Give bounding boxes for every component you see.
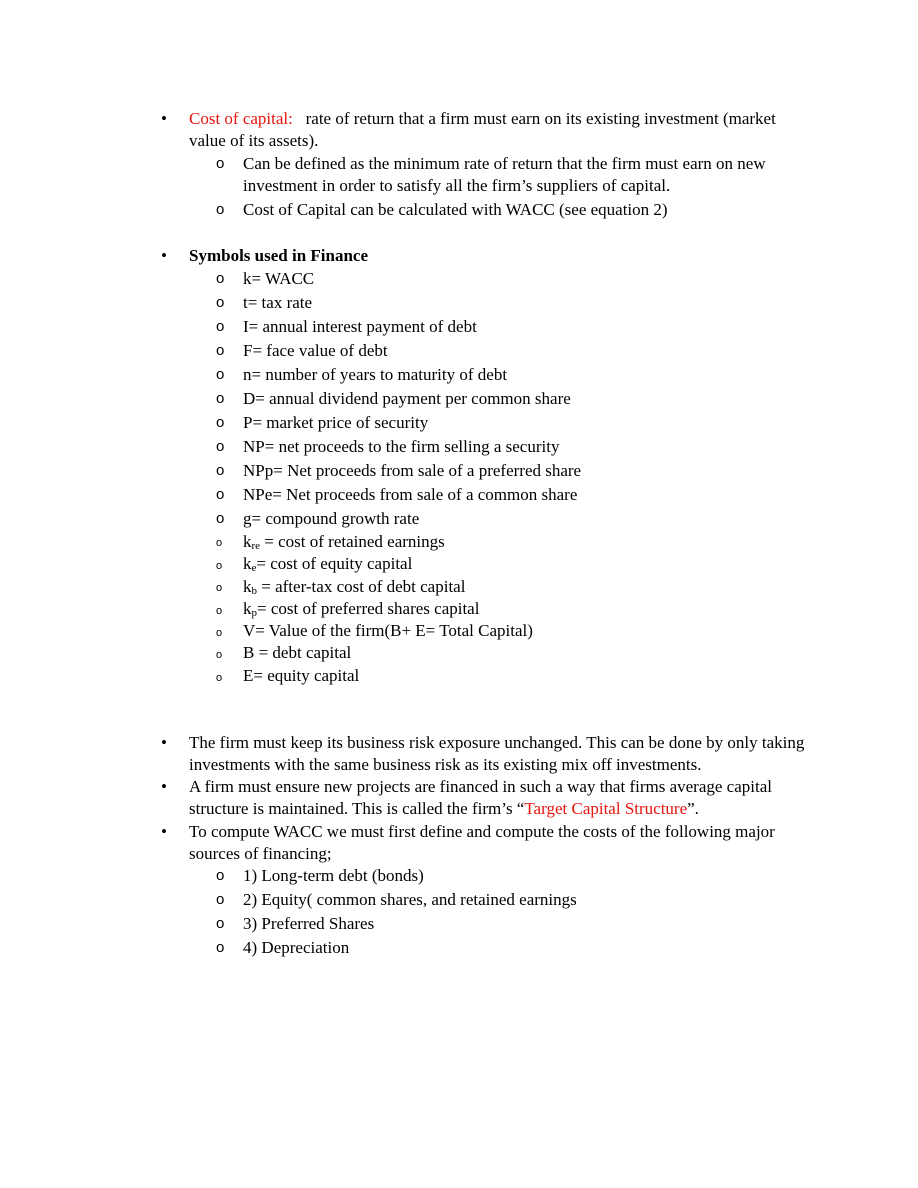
bullet-marker: • [161, 822, 167, 841]
financing-source-item: 1) Long-term debt (bonds) [243, 866, 424, 885]
symbol-base: k [243, 554, 252, 573]
symbol-item: NP= net proceeds to the firm selling a security [243, 437, 560, 456]
sub-item: Can be defined as the minimum rate of return that the firm must earn on new investment in order to satisfy all the firm’s suppliers of capital. [243, 154, 766, 195]
sub-bullet-marker: o [216, 155, 225, 172]
sub-bullet-marker: o [216, 294, 225, 311]
symbol-item: E= equity capital [243, 666, 360, 685]
symbol-item: NPp= Net proceeds from sale of a preferred share [243, 461, 582, 480]
risk-exposure-item: The firm must keep its business risk exposure unchanged. This can be done by only taking investments with the same business risk as its existing mix off investments. [189, 733, 805, 774]
sub-bullet-marker: o [216, 201, 225, 218]
compute-wacc-item: To compute WACC we must first define and compute the costs of the following major sources of financing; [189, 822, 775, 863]
symbol-item [243, 553, 813, 575]
sub-bullet-marker: o [216, 462, 225, 479]
sub-bullet-marker: o [216, 672, 223, 684]
symbol-item: P= market price of security [243, 413, 429, 432]
sub-bullet-marker: o [216, 582, 223, 594]
sub-bullet-marker: o [216, 510, 225, 527]
sub-bullet-marker: o [216, 366, 225, 383]
sub-bullet-marker: o [216, 649, 223, 661]
symbol-subscript: e [251, 562, 257, 574]
symbol-base: k [243, 577, 252, 596]
symbol-item: I= annual interest payment of debt [243, 317, 477, 336]
symbol-item: B = debt capital [243, 643, 352, 662]
sub-bullet-marker: o [216, 486, 225, 503]
sub-bullet-marker: o [216, 867, 225, 884]
symbol-item [243, 531, 813, 553]
symbol-item: D= annual dividend payment per common share [243, 389, 571, 408]
cost-of-capital-item [189, 108, 814, 152]
symbol-meaning: = after-tax cost of debt capital [257, 577, 466, 596]
bullet-marker: • [161, 109, 167, 128]
sub-bullet-marker: o [216, 438, 225, 455]
bullet-marker: • [161, 246, 167, 265]
target-capital-structure-item [189, 776, 814, 820]
sub-bullet-marker: o [216, 342, 225, 359]
target-capital-structure-term: Target Capital Structure [524, 799, 688, 818]
symbol-base: k [243, 532, 252, 551]
cost-of-capital-term: Cost of capital: [189, 109, 293, 128]
sub-bullet-marker: o [216, 915, 225, 932]
financing-source-item: 3) Preferred Shares [243, 914, 375, 933]
symbol-item [243, 598, 813, 620]
sub-bullet-marker: o [216, 605, 223, 617]
symbol-item: NPe= Net proceeds from sale of a common share [243, 485, 578, 504]
symbol-subscript: b [251, 585, 257, 597]
symbols-heading: Symbols used in Finance [189, 246, 369, 265]
financing-source-item: 4) Depreciation [243, 938, 350, 957]
symbol-meaning: = cost of equity capital [256, 554, 413, 573]
sub-bullet-marker: o [216, 627, 223, 639]
financing-source-item: 2) Equity( common shares, and retained earnings [243, 890, 577, 909]
sub-item: Cost of Capital can be calculated with WACC (see equation 2) [243, 200, 668, 219]
bullet-marker: • [161, 733, 167, 752]
sub-bullet-marker: o [216, 537, 223, 549]
symbol-item: V= Value of the firm(B+ E= Total Capital) [243, 621, 533, 640]
bullet-marker: • [161, 777, 167, 796]
symbol-item: g= compound growth rate [243, 509, 420, 528]
symbol-subscript: p [251, 607, 257, 619]
symbol-meaning: = cost of preferred shares capital [257, 599, 480, 618]
cost-of-capital-definition: rate of return that a firm must earn on its existing investment (market value of its assets). [189, 109, 776, 150]
symbol-item: F= face value of debt [243, 341, 388, 360]
symbol-item: k= WACC [243, 269, 315, 288]
sub-bullet-marker: o [216, 414, 225, 431]
symbol-base: k [243, 599, 252, 618]
sub-bullet-marker: o [216, 270, 225, 287]
symbol-meaning: = cost of retained earnings [260, 532, 445, 551]
symbol-item: t= tax rate [243, 293, 313, 312]
symbol-item [243, 576, 813, 598]
sub-bullet-marker: o [216, 891, 225, 908]
symbol-item: n= number of years to maturity of debt [243, 365, 508, 384]
sub-bullet-marker: o [216, 560, 223, 572]
sub-bullet-marker: o [216, 939, 225, 956]
sub-bullet-marker: o [216, 318, 225, 335]
sub-bullet-marker: o [216, 390, 225, 407]
target-capital-closing: ”. [687, 799, 699, 818]
target-capital-text: A firm must ensure new projects are financed in such a way that firms average capital structure is maintained. This is called the firm’s “ [189, 777, 772, 818]
symbol-subscript: re [251, 540, 261, 552]
